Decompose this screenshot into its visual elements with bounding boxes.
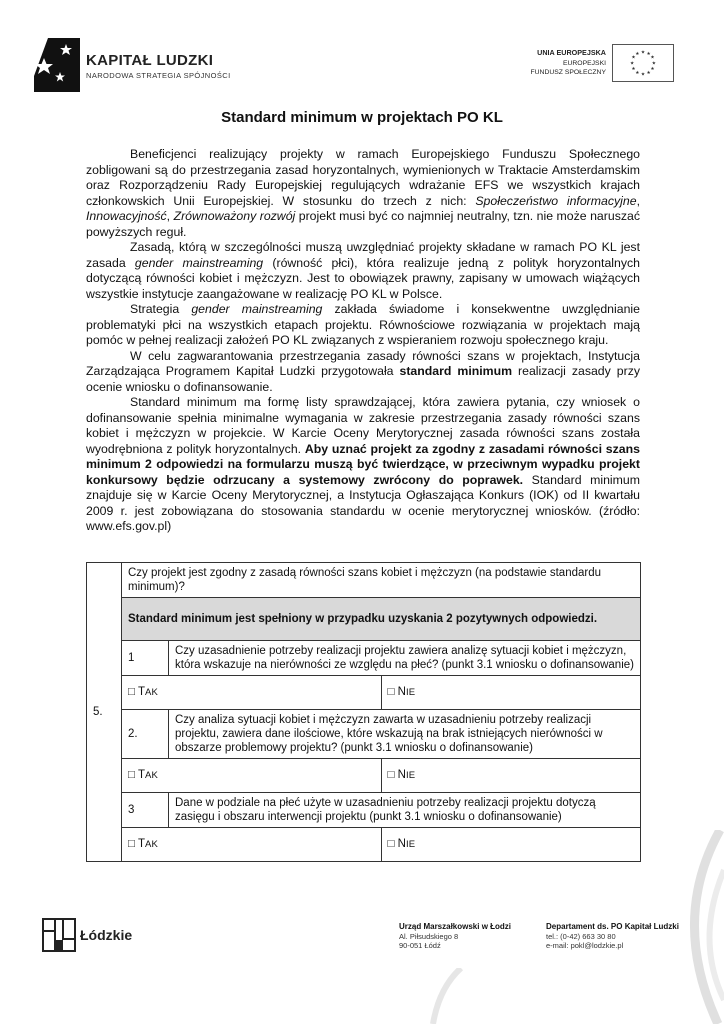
- svg-text:★: ★: [646, 70, 651, 76]
- svg-text:★: ★: [631, 55, 636, 61]
- p3-text-b: zakłada świadome i konsekwentne uwzględnianie problematyki płci na wszystkich etapach projektu. Równościowe rozwiązania w projektach mają pomóc w pełnej realizacji założeń PO KL związanych z wspieraniem rozwoju społecznego kraju.: [86, 302, 640, 347]
- yes-label-t: T: [137, 838, 145, 850]
- p2-italic: gender mainstreaming: [134, 255, 264, 270]
- criterion-question: Czy projekt jest zgodny z zasadą równości szans kobiet i mężczyzn (na podstawie standardu minimum)?: [122, 563, 641, 598]
- answer-no-3[interactable]: [381, 828, 640, 861]
- p5-bold: Aby uznać projekt za zgodny z zasadami równości szans minimum 2 odpowiedzi na formularzu muszą być twierdzące, w przeciwnym wypadku projekt konkursowy będzie odrzucany a systemowy zwrócony do poprawek.: [86, 441, 640, 487]
- svg-text:★: ★: [646, 51, 651, 57]
- yes-label-t: T: [137, 769, 145, 781]
- p1-end: projekt musi być co najmniej neutralny, tzn. nie może naruszać powyższych reguł.: [86, 209, 640, 239]
- office-address: [399, 922, 511, 951]
- lodzkie-name: Łódzkie: [80, 927, 133, 943]
- kapital-ludzki-logo-icon: [30, 36, 82, 94]
- no-label-rest: IE: [405, 770, 416, 781]
- svg-text:★: ★: [629, 61, 635, 67]
- department-phone: tel.: (0-42) 663 30 80: [546, 931, 616, 941]
- paragraph-2: [86, 240, 640, 302]
- p4-bold: standard minimum: [399, 364, 513, 378]
- item-index: 3: [122, 793, 169, 828]
- answer-yes-3[interactable]: [122, 828, 381, 861]
- svg-text:★: ★: [650, 55, 655, 61]
- answer-row: [122, 828, 641, 862]
- checkbox-icon: □: [387, 838, 395, 850]
- logo-title: KAPITAŁ LUDZKI: [86, 52, 214, 69]
- item-text: Dane w podziale na płeć użyte w uzasadnieniu potrzeby realizacji projektu dotyczą zasięgu i obszaru interwencji projektu (punkt 3.1 wniosku o dofinansowanie): [169, 793, 641, 828]
- table-row: [87, 676, 641, 710]
- document-title: Standard minimum w projektach PO KL: [221, 109, 503, 126]
- answer-no-2[interactable]: [381, 759, 640, 792]
- body-text: [86, 147, 640, 535]
- checkbox-icon: □: [128, 686, 135, 698]
- p1-sep-1: ,: [636, 193, 640, 208]
- p5-text-a: Standard minimum ma formę listy sprawdzającej, która zawiera pytania, czy wniosek o dofinansowanie spełnia minimalne wymagania w zakresie przestrzegania zasady równości szans kobiet i mężczyzn w projekcie. W Karcie Oceny Merytorycznej zasada równości szans została wyodrębniona z polityk horyzontalnych.: [86, 395, 640, 456]
- table-row: [87, 641, 641, 676]
- p3-text-a: Strategia: [130, 302, 192, 316]
- p1-italic-1: Społeczeństwo informacyjne: [475, 193, 637, 208]
- paragraph-5: [86, 395, 640, 535]
- answer-no-1[interactable]: [381, 676, 640, 709]
- yes-label-rest: AK: [144, 770, 159, 781]
- decorative-arcs-icon: [640, 830, 724, 1024]
- answer-yes-2[interactable]: [122, 759, 381, 792]
- svg-text:★: ★: [635, 70, 640, 76]
- svg-text:★: ★: [640, 50, 646, 56]
- item-text: Czy analiza sytuacji kobiet i mężczyzn zawarta w uzasadnieniu potrzeby realizacji projektu, zawiera dane ilościowe, które wskazują na brak istniejących nierówności w obszarze problemowy projektu? (punkt 3.1 wniosku o dofinansowanie): [169, 710, 641, 759]
- p1-italic-3: Zrównoważony rozwój: [173, 209, 296, 223]
- table-row: [87, 563, 641, 598]
- no-label-n: N: [397, 686, 406, 698]
- no-label-n: N: [397, 838, 406, 850]
- item-index: 2.: [122, 710, 169, 759]
- p5-text-c: Standard minimum znajduje się w Karcie Oceny Merytorycznej, a Instytucja Ogłaszająca Konkurs (IOK) od II kwartału 2009 r. jest zobowiązana do stosowania standardu w ocenie merytorycznej wniosków. (źródło: www.efs.gov.pl): [86, 472, 640, 533]
- table-row: [87, 828, 641, 862]
- paragraph-4: [86, 349, 640, 396]
- svg-text:★: ★: [640, 72, 646, 78]
- eu-line3: FUNDUSZ SPOŁECZNY: [530, 69, 606, 76]
- eu-line1: UNIA EUROPEJSKA: [537, 48, 606, 57]
- checkbox-icon: □: [387, 769, 395, 781]
- p1-text: Beneficjenci realizujący projekty w ramach Europejskiego Funduszu Społecznego zobligowani są do przestrzegania zasad horyzontalnych, wymienionych w Traktacie Amsterdamskim oraz Rozporządzeniu Rady Europejskiej regulujących wdrażanie EFS we wszystkich krajach członkowskich Unii Europejskiej. W stosunku do trzech z nich:: [86, 147, 640, 208]
- checkbox-icon: □: [128, 838, 135, 850]
- p2-text-b: (równość płci), która realizuje jedną z polityk horyzontalnych dotyczącą równości kobiet i mężczyzn. Jest to obowiązek prawny, zapisany w umowach wiążących wszystkie instytucje zaangażowane w realizację PO KL w Polsce.: [86, 255, 640, 301]
- p1-sep-2: ,: [166, 209, 174, 223]
- yes-label-rest: AK: [144, 687, 159, 698]
- svg-text:★: ★: [651, 61, 657, 67]
- table-row: [87, 710, 641, 759]
- eu-line2: EUROPEJSKI: [562, 59, 606, 67]
- svg-text:★: ★: [635, 51, 640, 57]
- department-title: Departament ds. PO Kapitał Ludzki: [546, 922, 679, 931]
- paragraph-3: [86, 302, 640, 349]
- answer-yes-1[interactable]: [122, 676, 381, 709]
- p3-italic: gender mainstreaming: [191, 302, 323, 316]
- table-row: [87, 759, 641, 793]
- p4-text-a: W celu zagwarantowania przestrzegania zasady równości szans w projektach, Instytucja Zarządzająca Programem Kapitał Ludzki przygotowała: [86, 348, 640, 378]
- lodzkie-logo-icon: [42, 918, 76, 952]
- paragraph-1: [86, 147, 640, 240]
- table-row: [87, 598, 641, 641]
- svg-text:★: ★: [631, 67, 636, 73]
- logo-subtitle: NARODOWA STRATEGIA SPÓJNOŚCI: [86, 71, 231, 80]
- table-row: [87, 793, 641, 828]
- answer-row: [122, 759, 641, 793]
- office-city: 90-051 Łódź: [399, 941, 441, 950]
- p1-italic-2: Innowacyjność: [86, 209, 167, 223]
- standard-requirement: Standard minimum jest spełniony w przypadku uzyskania 2 pozytywnych odpowiedzi.: [122, 598, 641, 641]
- item-text: Czy uzasadnienie potrzeby realizacji projektu zawiera analizę sytuacji kobiet i mężczyzn, która wskazuje na nierówności ze względu na płeć? (punkt 3.1 wniosku o dofinansowanie): [169, 641, 641, 676]
- decorative-swoosh-icon: [425, 968, 465, 1024]
- department-email[interactable]: e-mail: pokl@lodzkie.pl: [546, 941, 624, 950]
- no-label-n: N: [397, 769, 406, 781]
- eu-flag-icon: [612, 44, 674, 82]
- p2-text-a: Zasadą, którą w szczególności muszą uwzględniać projekty składane w ramach PO KL jest zasada: [86, 240, 640, 270]
- no-label-rest: IE: [405, 839, 416, 850]
- checkbox-icon: □: [387, 686, 395, 698]
- eu-logo: [520, 44, 674, 82]
- office-street: Al. Piłsudskiego 8: [399, 931, 459, 941]
- p4-text-c: realizacji zasady przy ocenie wniosku o dofinansowanie.: [86, 364, 640, 394]
- no-label-rest: IE: [405, 687, 416, 698]
- answer-row: [122, 676, 641, 710]
- item-index: 1: [122, 641, 169, 676]
- svg-text:★: ★: [650, 67, 655, 73]
- yes-label-t: T: [137, 686, 145, 698]
- office-title: Urząd Marszałkowski w Łodzi: [399, 922, 512, 931]
- criteria-table: [86, 562, 641, 862]
- criterion-number: 5.: [87, 563, 122, 862]
- yes-label-rest: AK: [144, 839, 159, 850]
- checkbox-icon: □: [128, 769, 135, 781]
